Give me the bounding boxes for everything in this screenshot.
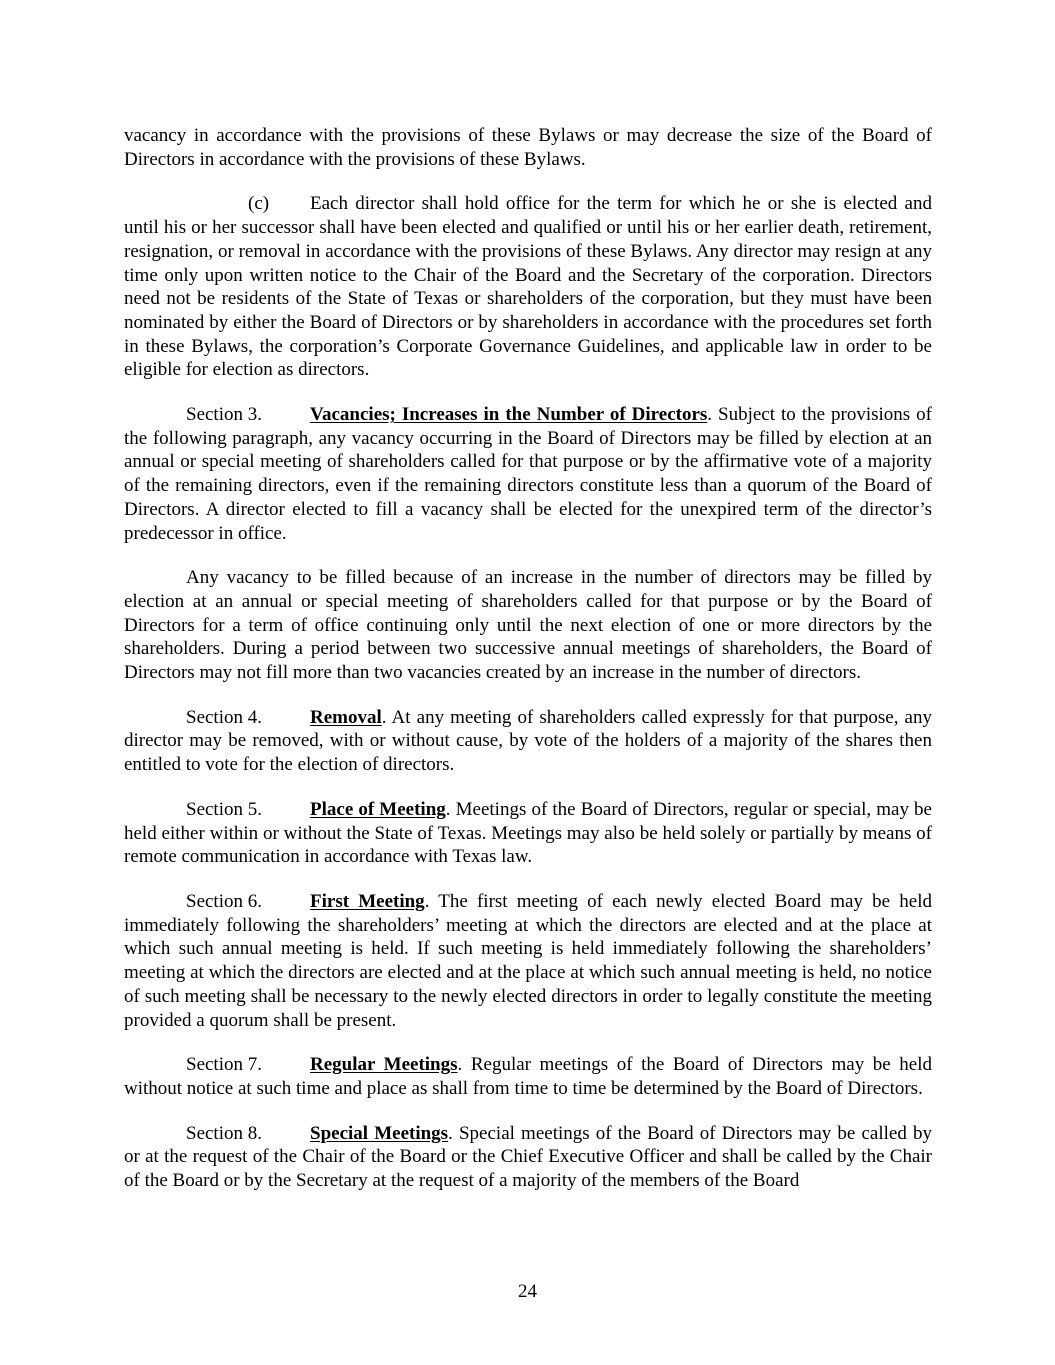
document-page (124, 124, 932, 1214)
section-4-paragraph (124, 706, 932, 777)
section-6-heading: First Meeting (310, 890, 425, 912)
section-7-paragraph (124, 1053, 932, 1100)
subsection-c-label: (c) (248, 193, 270, 215)
section-5-heading: Place of Meeting (310, 798, 446, 820)
section-3-heading: Vacancies; Increases in the Number of Directors (310, 404, 708, 426)
section-3-text: . Subject to the provisions of the following paragraph, any vacancy occurring in the Board of Directors may be filled by election at an annual or special meeting of shareholders called for that purpose or by the affirmative vote of a majority of the remaining directors, even if the remaining directors constitute less than a quorum of the Board of Directors. A director elected to fill a vacancy shall be elected for the unexpired term of the director’s predecessor in office. (124, 404, 932, 544)
section-8-heading: Special Meetings (310, 1122, 449, 1144)
section-4-text: . At any meeting of shareholders called expressly for that purpose, any director may be removed, with or without cause, by vote of the holders of a majority of the shares then entitled to vote for the election of directors. (124, 706, 932, 776)
subsection-c-paragraph (124, 192, 932, 382)
section-5-text: . Meetings of the Board of Directors, regular or special, may be held either within or without the State of Texas. Meetings may also be held solely or partially by means of remote communication in accordance with Texas law. (124, 798, 932, 868)
section-4-heading: Removal (310, 706, 382, 728)
section-6-paragraph (124, 890, 932, 1032)
section-3-number: Section 3. (186, 404, 262, 426)
section-4-number: Section 4. (186, 706, 262, 728)
section-7-heading: Regular Meetings (310, 1054, 458, 1076)
section-5-number: Section 5. (186, 798, 262, 820)
section-6-text: . The first meeting of each newly elected Board may be held immediately following the shareholders’ meeting at which the directors are elected and at the place at which such annual meeting is held. If such meeting is held immediately following the shareholders’ meeting at which the directors are elected and at the place at which such annual meeting is held, no notice of such meeting shall be necessary to the newly elected directors in order to legally constitute the meeting provided a quorum shall be present. (124, 890, 932, 1031)
section-5-paragraph (124, 798, 932, 869)
subsection-c-text: Each director shall hold office for the term for which he or she is elected and until his or her successor shall have been elected and qualified or until his or her earlier death, retirement, resignation, or removal in accordance with the provisions of these Bylaws. Any director may resign at any time only upon written notice to the Chair of the Board and the Secretary of the corporation. Directors need not be residents of the State of Texas or shareholders of the corporation, but they must have been nominated by either the Board of Directors or by shareholders in accordance with the procedures set forth in these Bylaws, the corporation’s Corporate Governance Guidelines, and applicable law in order to be eligible for election as directors. (124, 193, 932, 381)
page-number: 24 (518, 1281, 537, 1302)
section-6-number: Section 6. (186, 890, 262, 912)
section-7-text: . Regular meetings of the Board of Directors may be held without notice at such time and place as shall from time to time be determined by the Board of Directors. (124, 1054, 932, 1099)
section-7-number: Section 7. (186, 1054, 262, 1076)
section-8-paragraph (124, 1122, 932, 1193)
section-3-paragraph (124, 403, 932, 545)
section-8-text: . Special meetings of the Board of Directors may be called by or at the request of the Chair of the Board or the Chief Executive Officer and shall be called by the Chair of the Board or by the Secretary at the request of a majority of the members of the Board (124, 1122, 932, 1192)
section-8-number: Section 8. (186, 1122, 262, 1144)
section-3-continuation-paragraph: Any vacancy to be filled because of an increase in the number of directors may be filled by election at an annual or special meeting of shareholders called for that purpose or by the Board of Directors for a term of office continuing only until the next election of one or more directors by the shareholders. During a period between two successive annual meetings of shareholders, the Board of Directors may not fill more than two vacancies created by an increase in the number of directors. (124, 567, 932, 684)
intro-paragraph: vacancy in accordance with the provisions of these Bylaws or may decrease the size of the Board of Directors in accordance with the provisions of these Bylaws. (124, 125, 932, 170)
